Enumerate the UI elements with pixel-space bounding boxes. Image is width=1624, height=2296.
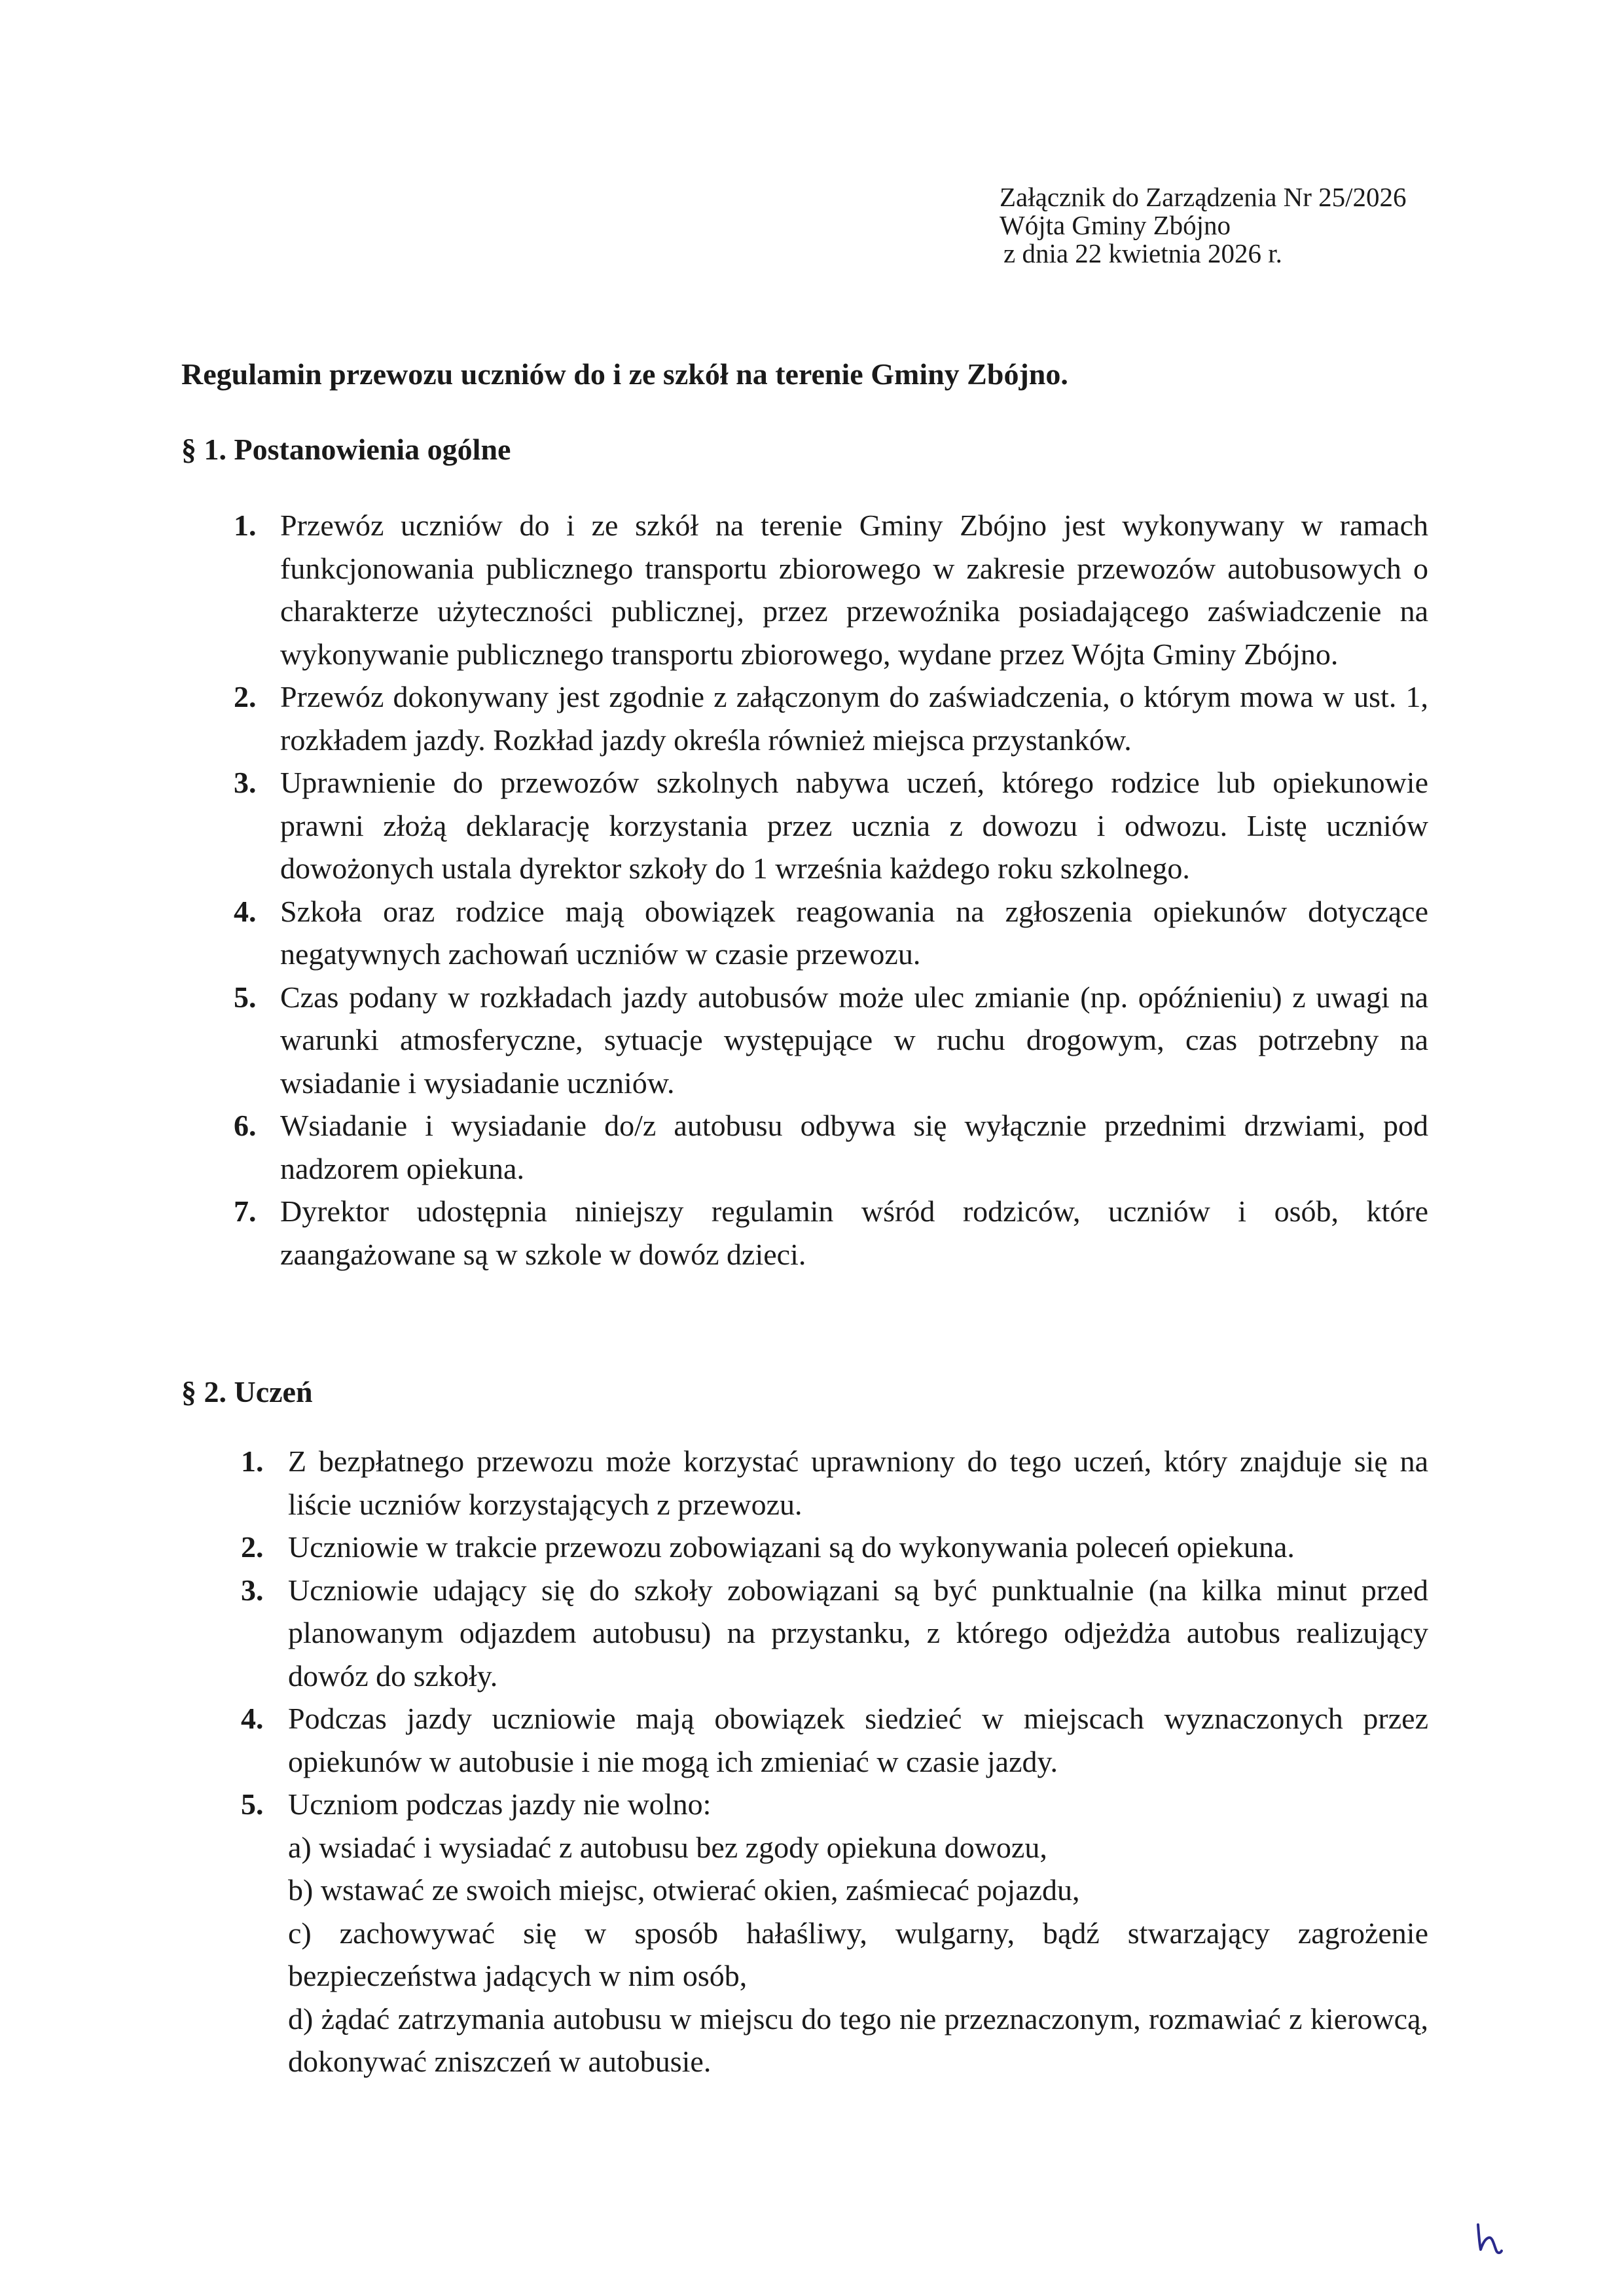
list-item bbox=[234, 504, 1428, 675]
item-number: 5. bbox=[234, 980, 257, 1014]
sublist-item: c) zachowywać się w sposób hałaśliwy, wulgarny, bądź stwarzający zagrożenie bezpieczeństwa jadących w nim osób, bbox=[288, 1916, 1428, 1992]
list-item bbox=[234, 890, 1428, 976]
item-text-block bbox=[288, 1783, 1428, 2083]
item-number: 2. bbox=[234, 680, 257, 713]
section-1-list bbox=[234, 504, 1428, 1276]
item-text: Uczniom podczas jazdy nie wolno: bbox=[288, 1787, 712, 1821]
section-heading-1: § 1. Postanowienia ogólne bbox=[181, 433, 511, 466]
item-text: Podczas jazdy uczniowie mają obowiązek siedzieć w miejscach wyznaczonych przez opiekunów w autobusie i nie mogą ich zmieniać w czasie jazdy. bbox=[288, 1702, 1428, 1778]
list-item bbox=[234, 1190, 1428, 1276]
item-text: Przewóz uczniów do i ze szkół na terenie Gminy Zbójno jest wykonywany w ramach funkcjonowania publicznego transportu zbiorowego w zakresie przewozów autobusowych o charakterze użyteczności publicznej, przez przewoźnika posiadającego zaświadczenie na wykonywanie publicznego transportu zbiorowego, wydane przez Wójta Gminy Zbójno. bbox=[280, 509, 1428, 671]
item-number: 6. bbox=[234, 1109, 257, 1142]
document-title: Regulamin przewozu uczniów do i ze szkół na terenie Gminy Zbójno. bbox=[181, 357, 1068, 391]
item-text: Uczniowie udający się do szkoły zobowiązani są być punktualnie (na kilka minut przed planowanym odjazdem autobusu) na przystanku, z którego odjeżdża autobus realizujący dowóz do szkoły. bbox=[288, 1573, 1428, 1693]
item-number: 3. bbox=[241, 1573, 264, 1607]
item-text: Szkoła oraz rodzice mają obowiązek reagowania na zgłoszenia opiekunów dotyczące negatywnych zachowań uczniów w czasie przewozu. bbox=[280, 894, 1428, 971]
sublist-item: a) wsiadać i wysiadać z autobusu bez zgody opiekuna dowozu, bbox=[288, 1830, 1047, 1864]
list-item bbox=[241, 1569, 1428, 1698]
issuer: Wójta Gminy Zbójno bbox=[1000, 210, 1231, 240]
item-text: Wsiadanie i wysiadanie do/z autobusu odbywa się wyłącznie przednimi drzwiami, pod nadzorem opiekuna. bbox=[280, 1109, 1428, 1185]
list-item bbox=[234, 761, 1428, 890]
item-text: Przewóz dokonywany jest zgodnie z załączonym do zaświadczenia, o którym mowa w ust. 1, rozkładem jazdy. Rozkład jazdy określa również miejsca przystanków. bbox=[280, 680, 1428, 757]
list-item bbox=[234, 1104, 1428, 1190]
item-number: 1. bbox=[241, 1444, 264, 1478]
item-number: 5. bbox=[241, 1787, 264, 1821]
attachment-reference: Załącznik do Zarządzenia Nr 25/2026 bbox=[1000, 182, 1407, 212]
list-item bbox=[241, 1783, 1428, 2083]
list-item bbox=[234, 675, 1428, 761]
item-text: Uprawnienie do przewozów szkolnych nabywa uczeń, którego rodzice lub opiekunowie prawni złożą deklarację korzystania przez ucznia z dowozu i odwozu. Listę uczniów dowożonych ustala dyrektor szkoły do 1 września każdego roku szkolnego. bbox=[280, 766, 1428, 885]
item-number: 2. bbox=[241, 1530, 264, 1564]
list-item bbox=[241, 1697, 1428, 1783]
section-2-list bbox=[241, 1440, 1428, 2083]
item-number: 3. bbox=[234, 766, 257, 799]
prohibitions-sublist bbox=[288, 1826, 1428, 2083]
list-item bbox=[241, 1526, 1428, 1569]
item-text: Dyrektor udostępnia niniejszy regulamin wśród rodziców, uczniów i osób, które zaangażowane są w szkole w dowóz dzieci. bbox=[280, 1194, 1428, 1271]
item-number: 1. bbox=[234, 509, 257, 542]
item-text: Uczniowie w trakcie przewozu zobowiązani są do wykonywania poleceń opiekuna. bbox=[288, 1530, 1295, 1564]
list-item bbox=[234, 976, 1428, 1105]
item-number: 4. bbox=[234, 894, 257, 928]
item-number: 4. bbox=[241, 1702, 264, 1735]
sublist-item: d) żądać zatrzymania autobusu w miejscu do tego nie przeznaczonym, rozmawiać z kierowcą, dokonywać zniszczeń w autobusie. bbox=[288, 2001, 1428, 2078]
section-heading-2: § 2. Uczeń bbox=[181, 1375, 313, 1408]
issue-date: z dnia 22 kwietnia 2026 r. bbox=[1003, 238, 1282, 268]
item-text: Z bezpłatnego przewozu może korzystać uprawniony do tego uczeń, który znajduje się na liście uczniów korzystających z przewozu. bbox=[288, 1444, 1428, 1521]
item-number: 7. bbox=[234, 1194, 257, 1228]
attachment-header bbox=[1000, 183, 1407, 268]
handwritten-initials-icon bbox=[1473, 2222, 1506, 2258]
list-item bbox=[241, 1440, 1428, 1526]
sublist-item: b) wstawać ze swoich miejsc, otwierać okien, zaśmiecać pojazdu, bbox=[288, 1873, 1080, 1907]
item-text: Czas podany w rozkładach jazdy autobusów może ulec zmianie (np. opóźnieniu) z uwagi na warunki atmosferyczne, sytuacje występujące w ruchu drogowym, czas potrzebny na wsiadanie i wysiadanie uczniów. bbox=[280, 980, 1428, 1100]
